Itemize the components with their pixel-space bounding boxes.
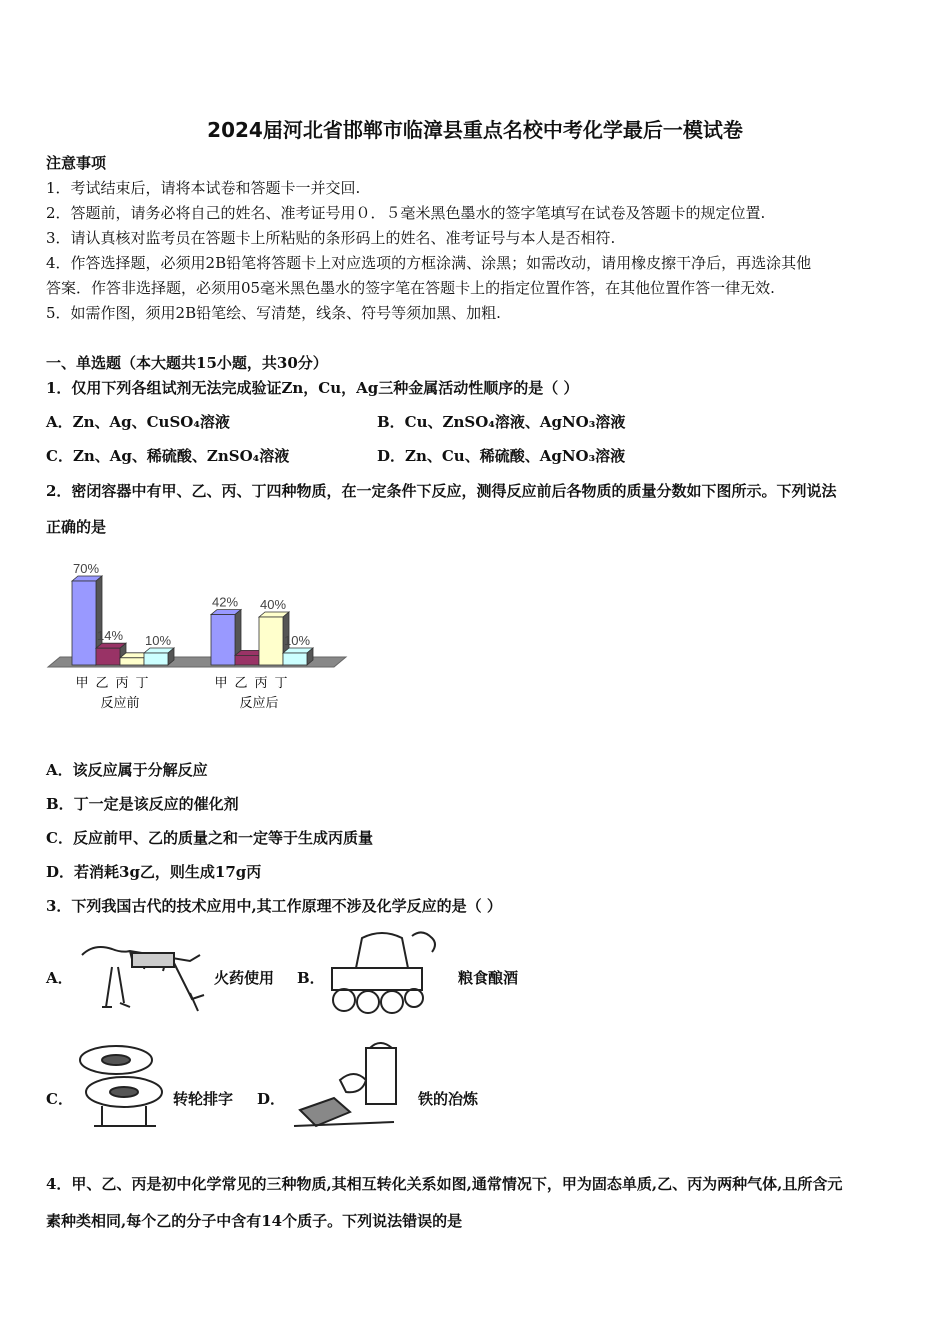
category-label: 甲	[214, 676, 228, 691]
q2-option-d: D．若消耗3g乙，则生成17g丙	[46, 863, 262, 881]
question-3-stem: 3．下列我国古代的技术应用中,其工作原理不涉及化学反应的是（ ）	[46, 897, 502, 915]
notice-item: 答案．作答非选择题，必须用05毫米黑色墨水的签字笔在答题卡上的指定位置作答，在其他位置作答一律无效.	[46, 279, 775, 297]
q3-option-c-letter: C．	[46, 1090, 73, 1108]
notice-item: 1．考试结束后，请将本试卷和答题卡一并交回.	[46, 179, 361, 197]
bar	[235, 655, 259, 665]
group-label: 反应前	[100, 696, 140, 711]
q3-option-d-letter: D．	[257, 1090, 286, 1108]
q3-option-d-text: 铁的冶炼	[418, 1090, 479, 1108]
bar	[283, 653, 307, 665]
bar	[96, 648, 120, 665]
bar	[72, 581, 96, 665]
question-4-stem: 4．甲、乙、丙是初中化学常见的三种物质,其相互转化关系如图,通常情况下，甲为固态单质,乙、丙为两种气体,且所含元	[46, 1175, 843, 1193]
q3-option-a-letter: A．	[46, 969, 73, 987]
category-label: 乙	[234, 676, 248, 691]
bar	[144, 653, 168, 665]
brewing-illustration	[322, 926, 444, 1018]
question-4-stem-cont: 素种类相同,每个乙的分子中含有14个质子。下列说法错误的是	[46, 1212, 463, 1230]
bar	[120, 658, 144, 665]
group-label: 反应后	[239, 696, 279, 711]
category-label: 丁	[135, 676, 149, 691]
notice-item: 3．请认真核对监考员在答题卡上所粘贴的条形码上的姓名、准考证号与本人是否相符.	[46, 229, 616, 247]
q3-option-b-text: 粮食酿酒	[458, 969, 519, 987]
type-wheel-illustration	[72, 1040, 168, 1130]
category-label: 乙	[95, 676, 109, 691]
data-label: 10%	[144, 633, 172, 648]
q2-option-c: C．反应前甲、乙的质量之和一定等于生成丙质量	[46, 829, 373, 847]
section-heading: 一、单选题（本大题共15小题，共30分）	[46, 354, 328, 372]
notice-heading: 注意事项	[46, 154, 107, 172]
data-label: 10%	[283, 633, 311, 648]
mass-fraction-bar-chart	[44, 545, 354, 715]
category-label: 丁	[274, 676, 288, 691]
notice-item: 5．如需作图，须用2B铅笔绘、写清楚，线条、符号等须加黑、加粗.	[46, 304, 501, 322]
bar	[211, 615, 235, 665]
notice-item: 2．答题前，请务必将自己的姓名、准考证号用０．５毫米黑色墨水的签字笔填写在试卷及答题卡的规定位置.	[46, 204, 766, 222]
category-label: 丙	[254, 676, 268, 691]
q1-option-c: C．Zn、Ag、稀硫酸、ZnSO₄溶液	[46, 447, 290, 465]
q3-option-a-text: 火药使用	[214, 969, 275, 987]
gunpowder-illustration	[72, 935, 212, 1017]
iron-smelting-illustration	[290, 1040, 410, 1136]
q3-option-b-letter: B．	[297, 969, 325, 987]
data-label: 42%	[211, 594, 239, 610]
question-2-stem-cont: 正确的是	[46, 518, 107, 536]
data-label: 40%	[259, 597, 287, 612]
question-1-stem: 1．仅用下列各组试剂无法完成验证Zn，Cu，Ag三种金属活动性顺序的是（ ）	[46, 379, 579, 397]
q1-option-a: A．Zn、Ag、CuSO₄溶液	[46, 413, 230, 431]
question-2-stem: 2．密闭容器中有甲、乙、丙、丁四种物质，在一定条件下反应，测得反应前后各物质的质量分数如下图所示。下列说法	[46, 482, 837, 500]
q1-option-b: B．Cu、ZnSO₄溶液、AgNO₃溶液	[377, 413, 626, 431]
category-label: 甲	[75, 676, 89, 691]
notice-item: 4．作答选择题，必须用2B铅笔将答题卡上对应选项的方框涂满、涂黑；如需改动，请用橡皮擦干净后，再选涂其他	[46, 254, 812, 272]
category-label: 丙	[115, 676, 129, 691]
data-label: 70%	[72, 561, 100, 576]
bar	[259, 617, 283, 665]
q2-option-a: A．该反应属于分解反应	[46, 761, 208, 779]
q2-option-b: B．丁一定是该反应的催化剂	[46, 795, 239, 813]
q1-option-d: D．Zn、Cu、稀硫酸、AgNO₃溶液	[377, 447, 626, 465]
q3-option-c-text: 转轮排字	[173, 1090, 234, 1108]
page-title: 2024届河北省邯郸市临漳县重点名校中考化学最后一模试卷	[207, 118, 743, 142]
data-label: 14%	[96, 628, 124, 644]
